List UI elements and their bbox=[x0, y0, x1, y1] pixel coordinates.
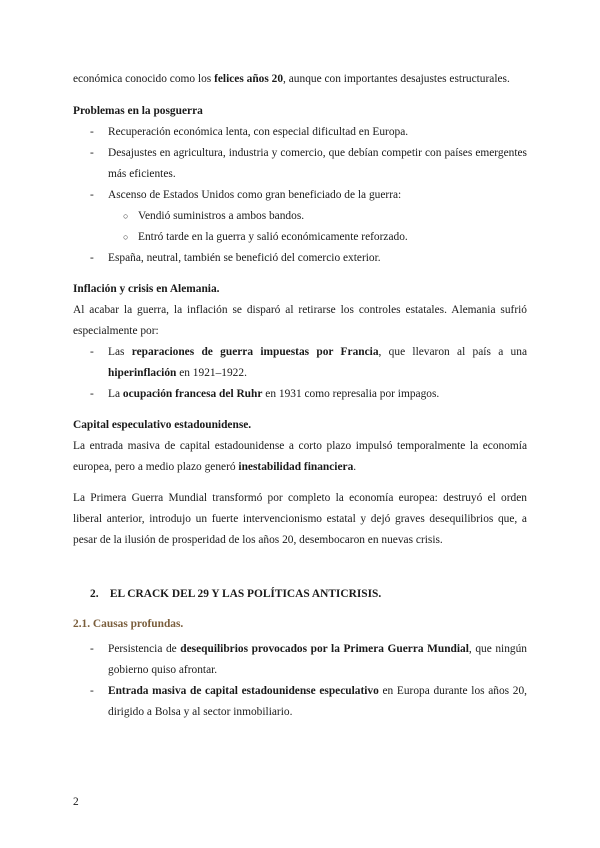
inflation-list bbox=[73, 342, 527, 405]
problems-heading: Problemas en la posguerra bbox=[73, 105, 203, 117]
capital-paragraph: La entrada masiva de capital estadounidense a corto plazo impulsó temporalmente la economía europea, pero a medio plazo generó inestabilidad financiera. bbox=[73, 440, 527, 473]
list-item: - Persistencia de desequilibrios provocados por la Primera Guerra Mundial, que ningún gobierno quiso afrontar. bbox=[73, 639, 527, 681]
subsection-title: 2.1. Causas profundas. bbox=[73, 618, 184, 630]
document-page bbox=[73, 69, 527, 723]
inflation-paragraph: Al acabar la guerra, la inflación se disparó al retirarse los controles estatales. Alemania sufrió especialmente por: bbox=[73, 304, 527, 337]
section-title: 2. EL CRACK DEL 29 Y LAS POLÍTICAS ANTICRISIS. bbox=[90, 588, 382, 600]
usa-sublist bbox=[108, 206, 527, 248]
list-item: - Ascenso de Estados Unidos como gran beneficiado de la guerra: ○ Vendió suministros a ambos bandos. ○ Entró tarde en la guerra y salió económicamente reforzado. bbox=[73, 185, 527, 248]
sublist-item: ○ Vendió suministros a ambos bandos. bbox=[108, 206, 527, 227]
intro-paragraph: económica conocido como los felices años 20, aunque con importantes desajustes estructurales. bbox=[73, 73, 510, 85]
inflation-heading: Inflación y crisis en Alemania. bbox=[73, 283, 220, 295]
list-item: - Recuperación económica lenta, con especial dificultad en Europa. bbox=[73, 122, 527, 143]
conclusion-paragraph: La Primera Guerra Mundial transformó por completo la economía europea: destruyó el orden liberal anterior, introdujo un fuerte intervencionismo estatal y dejó graves desequilibrios que, a pesar de la ilusión de prosperidad de los años 20, desembocaron en nuevas crisis. bbox=[73, 492, 527, 546]
sublist-item: ○ Entró tarde en la guerra y salió económicamente reforzado. bbox=[108, 227, 527, 248]
list-item: - Desajustes en agricultura, industria y comercio, que debían competir con países emergentes más eficientes. bbox=[73, 143, 527, 185]
list-item: - La ocupación francesa del Ruhr en 1931 como represalia por impagos. bbox=[73, 384, 527, 405]
problems-list bbox=[73, 122, 527, 269]
page-number: 2 bbox=[73, 796, 79, 808]
causes-list bbox=[73, 639, 527, 723]
list-item: - Las reparaciones de guerra impuestas por Francia, que llevaron al país a una hiperinflación en 1921–1922. bbox=[73, 342, 527, 384]
capital-heading: Capital especulativo estadounidense. bbox=[73, 419, 252, 431]
list-item: - Entrada masiva de capital estadounidense especulativo en Europa durante los años 20, dirigido a Bolsa y al sector inmobiliario. bbox=[73, 681, 527, 723]
list-item: - España, neutral, también se benefició del comercio exterior. bbox=[73, 248, 527, 269]
